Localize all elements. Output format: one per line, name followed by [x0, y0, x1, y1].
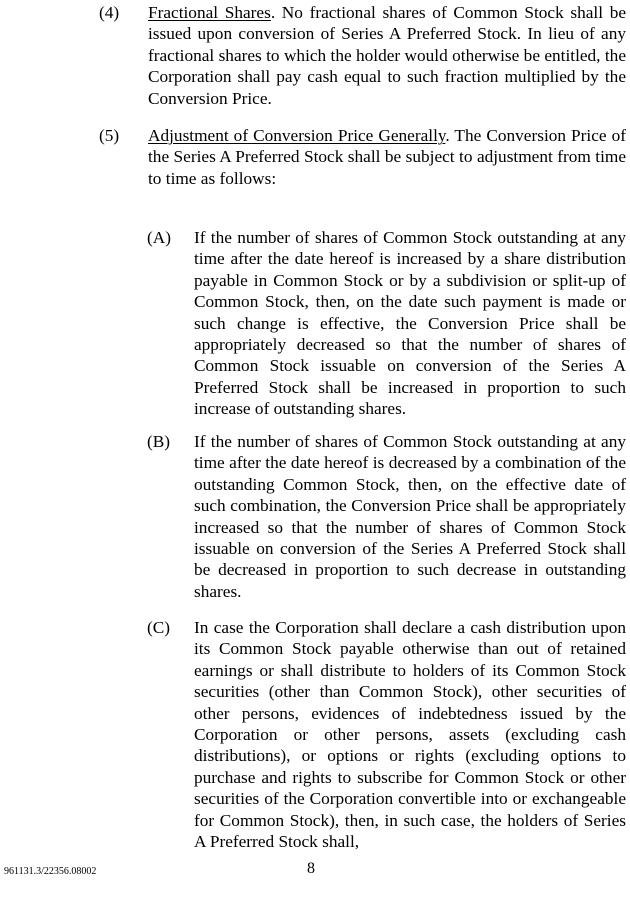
section-paragraph: [148, 2, 626, 109]
section-body: . No fractional shares of Common Stock shall be issued upon conversion of Series A Preferred Stock. In lieu of any fractional shares to which the holder would otherwise be entitled, the Corporation shall pay cash equal to such fraction multiplied by the Conversion Price.: [148, 3, 626, 108]
subsection-paragraph: If the number of shares of Common Stock outstanding at any time after the date hereof is increased by a share distribution payable in Common Stock or by a subdivision or split-up of Common Stock, then, on the date such payment is made or such change is effective, the Conversion Price shall be appropriately decreased so that the number of shares of Common Stock issuable on conversion of the Series A Preferred Stock shall be increased in proportion to such increase of outstanding shares.: [194, 228, 626, 419]
subsection-paragraph: In case the Corporation shall declare a cash distribution upon its Common Stock payable otherwise than out of retained earnings or shall distribute to holders of its Common Stock securities (other than Common Stock), other securities of other persons, evidences of indebtedness issued by the Corporation or other persons, assets (excluding cash distributions), or options or rights (excluding options to purchase and rights to subscribe for Common Stock or other securities of the Corporation convertible into or exchangeable for Common Stock), then, in such case, the holders of Series A Preferred Stock shall,: [194, 618, 626, 852]
subsection-letter: (B): [147, 432, 171, 451]
section-body: . The Conversion Price of the Series A Preferred Stock shall be subject to adjustment from time to time as follows:: [148, 126, 626, 188]
footer-document-id: 961131.3/22356.08002: [4, 866, 97, 877]
section-heading: Adjustment of Conversion Price Generally: [148, 126, 446, 145]
section-number: (5): [99, 126, 120, 145]
subsection-letter: (C): [147, 618, 171, 637]
subsection-paragraph: If the number of shares of Common Stock outstanding at any time after the date hereof is decreased by a combination of the outstanding Common Stock, then, on the effective date of such combination, the Conversion Price shall be appropriately increased so that the number of shares of Common Stock issuable on conversion of the Series A Preferred Stock shall be decreased in proportion to such decrease in outstanding shares.: [194, 432, 626, 601]
section-number: (4): [99, 3, 120, 22]
page-number: 8: [307, 860, 315, 877]
subsection-letter: (A): [147, 228, 171, 247]
section-heading: Fractional Shares: [148, 3, 271, 22]
section-paragraph: [148, 125, 626, 189]
